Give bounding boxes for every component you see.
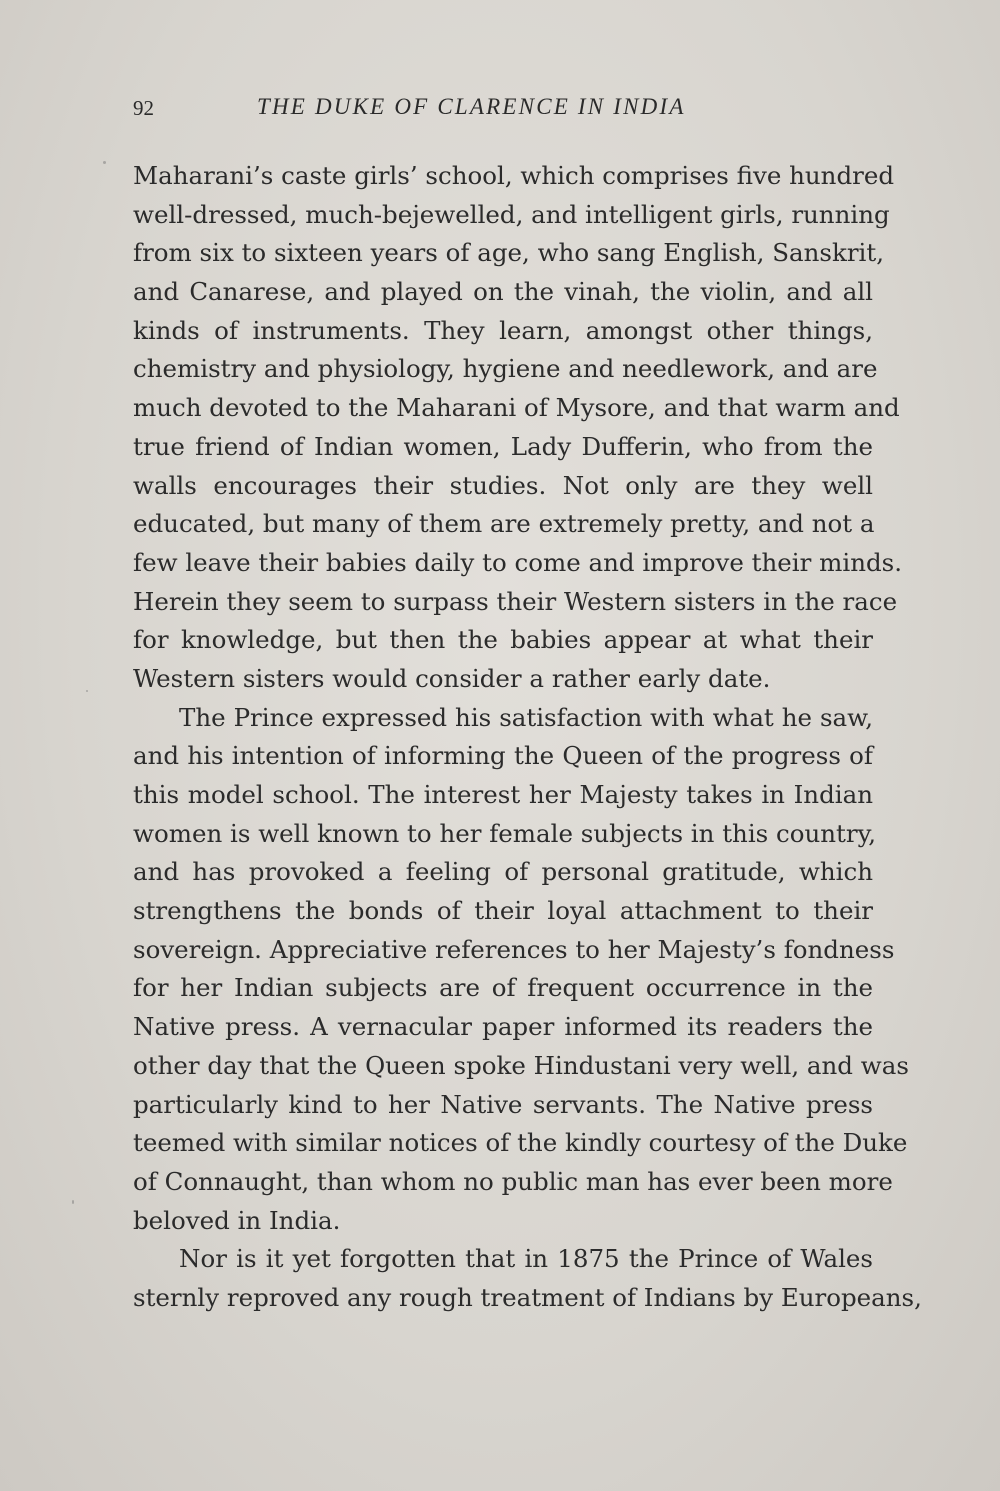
- text-line: teemed with similar notices of the kindly courtesy of the Duke: [133, 1128, 908, 1158]
- text-line: beloved in India.: [133, 1205, 341, 1235]
- text-line: The Prince expressed his satisfaction with what he saw,: [179, 702, 873, 732]
- text-line: and has provoked a feeling of personal gratitude, which: [133, 857, 873, 887]
- text-line: Western sisters would consider a rather early date.: [133, 663, 771, 693]
- paper-speck: [103, 161, 106, 164]
- text-line: this model school. The interest her Majesty takes in Indian: [133, 780, 873, 809]
- text-line: true friend of Indian women, Lady Dufferin, who from the: [133, 431, 873, 461]
- text-line: walls encourages their studies. Not only are they well: [133, 470, 873, 500]
- text-line: from six to sixteen years of age, who sang English, Sanskrit,: [133, 238, 885, 268]
- text-line: other day that the Queen spoke Hindustani very well, and was: [133, 1050, 909, 1080]
- text-line: much devoted to the Maharani of Mysore, and that warm and: [133, 393, 900, 423]
- text-line: Maharani’s caste girls’ school, which comprises five hundred: [133, 161, 895, 190]
- text-line: Nor is it yet forgotten that in 1875 the Prince of Wales: [179, 1244, 873, 1274]
- text-line: for knowledge, but then the babies appear at what their: [133, 625, 873, 655]
- text-line: Herein they seem to surpass their Western sisters in the race: [133, 586, 898, 616]
- text-line: Native press. A vernacular paper informed its readers the: [133, 1012, 873, 1042]
- text-line: few leave their babies daily to come and improve their minds.: [133, 547, 903, 577]
- paper-speck: [72, 1200, 74, 1204]
- text-line: chemistry and physiology, hygiene and needlework, and are: [133, 354, 878, 384]
- body-text: [133, 157, 922, 1318]
- text-line: kinds of instruments. They learn, amongst other things,: [133, 315, 873, 345]
- text-line: sovereign. Appreciative references to her Majesty’s fondness: [133, 934, 895, 964]
- text-line: of Connaught, than whom no public man has ever been more: [133, 1166, 893, 1196]
- text-line: strengthens the bonds of their loyal attachment to their: [133, 896, 873, 926]
- text-line: educated, but many of them are extremely pretty, and not a: [133, 509, 875, 539]
- text-line: sternly reproved any rough treatment of Indians by Europeans,: [133, 1282, 922, 1312]
- paper-speck: [86, 690, 88, 692]
- text-line: for her Indian subjects are of frequent occurrence in the: [133, 973, 873, 1003]
- page-number: 92: [133, 96, 154, 120]
- text-line: and his intention of informing the Queen of the progress of: [133, 741, 873, 771]
- text-line: particularly kind to her Native servants. The Native press: [133, 1089, 873, 1119]
- page-header: [133, 96, 873, 130]
- text-line: and Canarese, and played on the vinah, the violin, and all: [133, 277, 873, 307]
- text-line: women is well known to her female subjects in this country,: [133, 818, 876, 848]
- running-title: THE DUKE OF CLARENCE IN INDIA: [257, 94, 686, 119]
- text-line: well-dressed, much-bejewelled, and intelligent girls, running: [133, 199, 890, 229]
